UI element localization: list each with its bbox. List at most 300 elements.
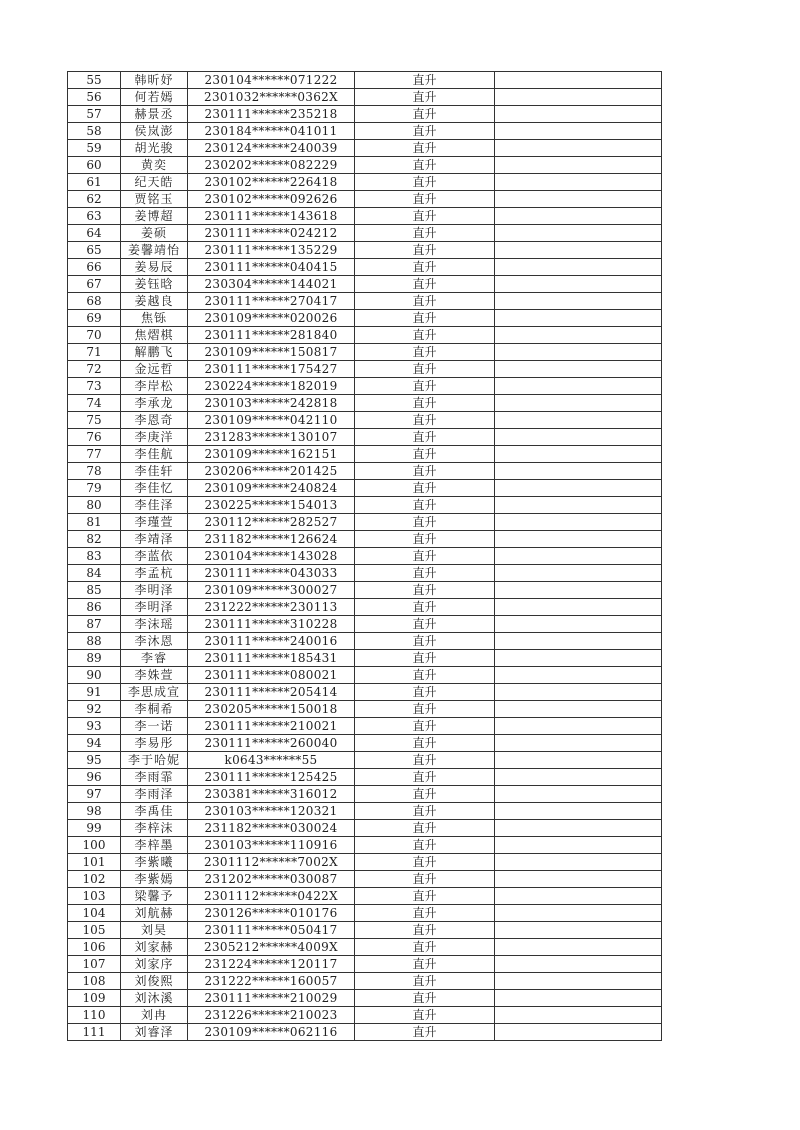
row-number-cell: 110 xyxy=(68,1007,121,1024)
student-name-cell: 侯岚澎 xyxy=(121,123,188,140)
admission-type-cell: 直升 xyxy=(355,973,495,990)
id-number-cell: 230111******050417 xyxy=(188,922,355,939)
admission-type-cell: 直升 xyxy=(355,956,495,973)
id-number-cell: 230111******125425 xyxy=(188,769,355,786)
admission-type-cell: 直升 xyxy=(355,633,495,650)
row-number-cell: 84 xyxy=(68,565,121,582)
row-number-cell: 57 xyxy=(68,106,121,123)
table-row xyxy=(68,939,662,956)
id-number-cell: 230111******040415 xyxy=(188,259,355,276)
id-number-cell: 2305212******4009X xyxy=(188,939,355,956)
student-name-cell: 李紫曦 xyxy=(121,854,188,871)
remarks-cell xyxy=(495,514,662,531)
remarks-cell xyxy=(495,973,662,990)
row-number-cell: 90 xyxy=(68,667,121,684)
remarks-cell xyxy=(495,837,662,854)
id-number-cell: 230109******162151 xyxy=(188,446,355,463)
remarks-cell xyxy=(495,752,662,769)
student-name-cell: 刘家序 xyxy=(121,956,188,973)
remarks-cell xyxy=(495,344,662,361)
remarks-cell xyxy=(495,939,662,956)
admission-type-cell: 直升 xyxy=(355,582,495,599)
remarks-cell xyxy=(495,565,662,582)
admission-type-cell: 直升 xyxy=(355,157,495,174)
admission-type-cell: 直升 xyxy=(355,565,495,582)
student-name-cell: 金远哲 xyxy=(121,361,188,378)
remarks-cell xyxy=(495,412,662,429)
student-name-cell: 刘昊 xyxy=(121,922,188,939)
table-row xyxy=(68,174,662,191)
student-name-cell: 李梓沫 xyxy=(121,820,188,837)
remarks-cell xyxy=(495,888,662,905)
row-number-cell: 74 xyxy=(68,395,121,412)
table-row xyxy=(68,242,662,259)
table-row xyxy=(68,514,662,531)
row-number-cell: 102 xyxy=(68,871,121,888)
id-number-cell: 231283******130107 xyxy=(188,429,355,446)
remarks-cell xyxy=(495,123,662,140)
row-number-cell: 69 xyxy=(68,310,121,327)
student-name-cell: 姜钰晗 xyxy=(121,276,188,293)
remarks-cell xyxy=(495,990,662,1007)
remarks-cell xyxy=(495,327,662,344)
student-name-cell: 解鹏飞 xyxy=(121,344,188,361)
table-row xyxy=(68,259,662,276)
table-row xyxy=(68,650,662,667)
table-row xyxy=(68,208,662,225)
id-number-cell: 230111******175427 xyxy=(188,361,355,378)
student-name-cell: 李恩奇 xyxy=(121,412,188,429)
table-row xyxy=(68,361,662,378)
id-number-cell: 230103******242818 xyxy=(188,395,355,412)
student-name-cell: 李紫嫣 xyxy=(121,871,188,888)
row-number-cell: 92 xyxy=(68,701,121,718)
table-row xyxy=(68,378,662,395)
row-number-cell: 106 xyxy=(68,939,121,956)
student-name-cell: 姜博超 xyxy=(121,208,188,225)
table-row xyxy=(68,888,662,905)
student-name-cell: 贾铭玉 xyxy=(121,191,188,208)
table-row xyxy=(68,871,662,888)
student-name-cell: 李禹佳 xyxy=(121,803,188,820)
remarks-cell xyxy=(495,1024,662,1041)
remarks-cell xyxy=(495,446,662,463)
row-number-cell: 82 xyxy=(68,531,121,548)
remarks-cell xyxy=(495,276,662,293)
id-number-cell: 230111******210021 xyxy=(188,718,355,735)
remarks-cell xyxy=(495,650,662,667)
remarks-cell xyxy=(495,259,662,276)
id-number-cell: 230111******281840 xyxy=(188,327,355,344)
student-name-cell: 姜馨靖怡 xyxy=(121,242,188,259)
admission-type-cell: 直升 xyxy=(355,208,495,225)
id-number-cell: 230102******226418 xyxy=(188,174,355,191)
table-row xyxy=(68,1007,662,1024)
row-number-cell: 89 xyxy=(68,650,121,667)
admission-type-cell: 直升 xyxy=(355,514,495,531)
remarks-cell xyxy=(495,242,662,259)
table-row xyxy=(68,905,662,922)
table-row xyxy=(68,718,662,735)
admission-type-cell: 直升 xyxy=(355,752,495,769)
id-number-cell: 230102******092626 xyxy=(188,191,355,208)
table-row xyxy=(68,803,662,820)
student-name-cell: 刘俊熙 xyxy=(121,973,188,990)
remarks-cell xyxy=(495,225,662,242)
table-row xyxy=(68,667,662,684)
student-name-cell: 纪天皓 xyxy=(121,174,188,191)
admission-type-cell: 直升 xyxy=(355,735,495,752)
id-number-cell: 2301032******0362X xyxy=(188,89,355,106)
student-name-cell: 刘睿泽 xyxy=(121,1024,188,1041)
id-number-cell: 230109******020026 xyxy=(188,310,355,327)
id-number-cell: 230104******071222 xyxy=(188,72,355,89)
remarks-cell xyxy=(495,905,662,922)
admission-type-cell: 直升 xyxy=(355,327,495,344)
remarks-cell xyxy=(495,548,662,565)
student-name-cell: 何若嫣 xyxy=(121,89,188,106)
id-number-cell: 230104******143028 xyxy=(188,548,355,565)
row-number-cell: 56 xyxy=(68,89,121,106)
student-name-cell: 李明泽 xyxy=(121,599,188,616)
student-table xyxy=(67,71,662,1041)
row-number-cell: 94 xyxy=(68,735,121,752)
student-name-cell: 姜易辰 xyxy=(121,259,188,276)
student-name-cell: 李一诺 xyxy=(121,718,188,735)
table-row xyxy=(68,854,662,871)
student-name-cell: 黄奕 xyxy=(121,157,188,174)
admission-type-cell: 直升 xyxy=(355,259,495,276)
table-row xyxy=(68,1024,662,1041)
remarks-cell xyxy=(495,718,662,735)
admission-type-cell: 直升 xyxy=(355,1007,495,1024)
student-name-cell: 姜硕 xyxy=(121,225,188,242)
admission-type-cell: 直升 xyxy=(355,786,495,803)
student-name-cell: 李承龙 xyxy=(121,395,188,412)
student-name-cell: 刘家赫 xyxy=(121,939,188,956)
admission-type-cell: 直升 xyxy=(355,803,495,820)
table-row xyxy=(68,616,662,633)
admission-type-cell: 直升 xyxy=(355,344,495,361)
table-row xyxy=(68,191,662,208)
admission-type-cell: 直升 xyxy=(355,242,495,259)
student-name-cell: 李佳轩 xyxy=(121,463,188,480)
remarks-cell xyxy=(495,786,662,803)
remarks-cell xyxy=(495,429,662,446)
id-number-cell: 230124******240039 xyxy=(188,140,355,157)
row-number-cell: 93 xyxy=(68,718,121,735)
student-name-cell: 焦熠棋 xyxy=(121,327,188,344)
id-number-cell: 230103******110916 xyxy=(188,837,355,854)
id-number-cell: 230111******143618 xyxy=(188,208,355,225)
table-row xyxy=(68,956,662,973)
student-name-cell: 李雨霏 xyxy=(121,769,188,786)
admission-type-cell: 直升 xyxy=(355,89,495,106)
admission-type-cell: 直升 xyxy=(355,650,495,667)
table-row xyxy=(68,684,662,701)
admission-type-cell: 直升 xyxy=(355,820,495,837)
table-row xyxy=(68,497,662,514)
admission-type-cell: 直升 xyxy=(355,701,495,718)
admission-type-cell: 直升 xyxy=(355,395,495,412)
id-number-cell: 230109******240824 xyxy=(188,480,355,497)
admission-type-cell: 直升 xyxy=(355,905,495,922)
student-name-cell: 梁馨予 xyxy=(121,888,188,905)
admission-type-cell: 直升 xyxy=(355,871,495,888)
table-row xyxy=(68,480,662,497)
id-number-cell: 230112******282527 xyxy=(188,514,355,531)
remarks-cell xyxy=(495,106,662,123)
table-row xyxy=(68,395,662,412)
student-name-cell: 李瑾萱 xyxy=(121,514,188,531)
remarks-cell xyxy=(495,735,662,752)
id-number-cell: 231202******030087 xyxy=(188,871,355,888)
student-name-cell: 李孟杭 xyxy=(121,565,188,582)
admission-type-cell: 直升 xyxy=(355,531,495,548)
id-number-cell: 230111******135229 xyxy=(188,242,355,259)
student-name-cell: 李佳航 xyxy=(121,446,188,463)
row-number-cell: 97 xyxy=(68,786,121,803)
remarks-cell xyxy=(495,174,662,191)
remarks-cell xyxy=(495,191,662,208)
table-row xyxy=(68,837,662,854)
remarks-cell xyxy=(495,803,662,820)
admission-type-cell: 直升 xyxy=(355,684,495,701)
id-number-cell: 231182******126624 xyxy=(188,531,355,548)
id-number-cell: 230111******270417 xyxy=(188,293,355,310)
id-number-cell: 230111******240016 xyxy=(188,633,355,650)
remarks-cell xyxy=(495,871,662,888)
student-name-cell: 李佳忆 xyxy=(121,480,188,497)
remarks-cell xyxy=(495,72,662,89)
remarks-cell xyxy=(495,616,662,633)
student-name-cell: 李思成宣 xyxy=(121,684,188,701)
remarks-cell xyxy=(495,293,662,310)
admission-type-cell: 直升 xyxy=(355,276,495,293)
admission-type-cell: 直升 xyxy=(355,599,495,616)
table-row xyxy=(68,973,662,990)
table-row xyxy=(68,327,662,344)
row-number-cell: 64 xyxy=(68,225,121,242)
table-row xyxy=(68,633,662,650)
remarks-cell xyxy=(495,599,662,616)
student-name-cell: 李睿 xyxy=(121,650,188,667)
admission-type-cell: 直升 xyxy=(355,378,495,395)
admission-type-cell: 直升 xyxy=(355,990,495,1007)
id-number-cell: 231222******160057 xyxy=(188,973,355,990)
remarks-cell xyxy=(495,582,662,599)
admission-type-cell: 直升 xyxy=(355,225,495,242)
row-number-cell: 67 xyxy=(68,276,121,293)
row-number-cell: 100 xyxy=(68,837,121,854)
id-number-cell: 230111******235218 xyxy=(188,106,355,123)
id-number-cell: 230126******010176 xyxy=(188,905,355,922)
id-number-cell: 230205******150018 xyxy=(188,701,355,718)
remarks-cell xyxy=(495,157,662,174)
row-number-cell: 59 xyxy=(68,140,121,157)
row-number-cell: 60 xyxy=(68,157,121,174)
student-name-cell: 韩昕妤 xyxy=(121,72,188,89)
admission-type-cell: 直升 xyxy=(355,174,495,191)
admission-type-cell: 直升 xyxy=(355,667,495,684)
remarks-cell xyxy=(495,667,662,684)
table-row xyxy=(68,293,662,310)
table-row xyxy=(68,582,662,599)
row-number-cell: 103 xyxy=(68,888,121,905)
table-row xyxy=(68,735,662,752)
admission-type-cell: 直升 xyxy=(355,480,495,497)
remarks-cell xyxy=(495,1007,662,1024)
table-row xyxy=(68,922,662,939)
id-number-cell: k0643******55 xyxy=(188,752,355,769)
id-number-cell: 2301112******0422X xyxy=(188,888,355,905)
admission-type-cell: 直升 xyxy=(355,718,495,735)
row-number-cell: 108 xyxy=(68,973,121,990)
remarks-cell xyxy=(495,956,662,973)
remarks-cell xyxy=(495,769,662,786)
admission-type-cell: 直升 xyxy=(355,939,495,956)
id-number-cell: 231222******230113 xyxy=(188,599,355,616)
row-number-cell: 83 xyxy=(68,548,121,565)
row-number-cell: 68 xyxy=(68,293,121,310)
table-row xyxy=(68,429,662,446)
student-name-cell: 刘航赫 xyxy=(121,905,188,922)
row-number-cell: 107 xyxy=(68,956,121,973)
id-number-cell: 230206******201425 xyxy=(188,463,355,480)
row-number-cell: 105 xyxy=(68,922,121,939)
remarks-cell xyxy=(495,89,662,106)
id-number-cell: 231224******120117 xyxy=(188,956,355,973)
row-number-cell: 63 xyxy=(68,208,121,225)
admission-type-cell: 直升 xyxy=(355,769,495,786)
admission-type-cell: 直升 xyxy=(355,106,495,123)
student-name-cell: 李易彤 xyxy=(121,735,188,752)
student-name-cell: 姜越良 xyxy=(121,293,188,310)
row-number-cell: 91 xyxy=(68,684,121,701)
row-number-cell: 80 xyxy=(68,497,121,514)
admission-type-cell: 直升 xyxy=(355,463,495,480)
student-name-cell: 李桐希 xyxy=(121,701,188,718)
student-name-cell: 李蓝依 xyxy=(121,548,188,565)
student-name-cell: 胡光骏 xyxy=(121,140,188,157)
row-number-cell: 62 xyxy=(68,191,121,208)
remarks-cell xyxy=(495,361,662,378)
table-row xyxy=(68,72,662,89)
table-row xyxy=(68,106,662,123)
row-number-cell: 70 xyxy=(68,327,121,344)
student-name-cell: 李岸松 xyxy=(121,378,188,395)
id-number-cell: 231182******030024 xyxy=(188,820,355,837)
id-number-cell: 230111******043033 xyxy=(188,565,355,582)
remarks-cell xyxy=(495,854,662,871)
id-number-cell: 2301112******7002X xyxy=(188,854,355,871)
row-number-cell: 98 xyxy=(68,803,121,820)
row-number-cell: 96 xyxy=(68,769,121,786)
row-number-cell: 86 xyxy=(68,599,121,616)
id-number-cell: 230111******210029 xyxy=(188,990,355,1007)
row-number-cell: 79 xyxy=(68,480,121,497)
row-number-cell: 85 xyxy=(68,582,121,599)
id-number-cell: 230103******120321 xyxy=(188,803,355,820)
student-name-cell: 李姝萱 xyxy=(121,667,188,684)
admission-type-cell: 直升 xyxy=(355,888,495,905)
row-number-cell: 65 xyxy=(68,242,121,259)
id-number-cell: 230109******062116 xyxy=(188,1024,355,1041)
row-number-cell: 73 xyxy=(68,378,121,395)
table-row xyxy=(68,990,662,1007)
student-name-cell: 刘沐溪 xyxy=(121,990,188,1007)
admission-type-cell: 直升 xyxy=(355,429,495,446)
student-name-cell: 刘冉 xyxy=(121,1007,188,1024)
table-row xyxy=(68,446,662,463)
remarks-cell xyxy=(495,395,662,412)
id-number-cell: 230111******185431 xyxy=(188,650,355,667)
admission-type-cell: 直升 xyxy=(355,412,495,429)
id-number-cell: 230111******024212 xyxy=(188,225,355,242)
remarks-cell xyxy=(495,463,662,480)
admission-type-cell: 直升 xyxy=(355,446,495,463)
row-number-cell: 61 xyxy=(68,174,121,191)
remarks-cell xyxy=(495,208,662,225)
row-number-cell: 99 xyxy=(68,820,121,837)
table-row xyxy=(68,463,662,480)
student-name-cell: 赫景丞 xyxy=(121,106,188,123)
student-name-cell: 李靖泽 xyxy=(121,531,188,548)
id-number-cell: 230111******260040 xyxy=(188,735,355,752)
id-number-cell: 230224******182019 xyxy=(188,378,355,395)
admission-type-cell: 直升 xyxy=(355,854,495,871)
table-row xyxy=(68,531,662,548)
row-number-cell: 87 xyxy=(68,616,121,633)
student-name-cell: 李沫瑶 xyxy=(121,616,188,633)
remarks-cell xyxy=(495,684,662,701)
admission-type-cell: 直升 xyxy=(355,293,495,310)
id-number-cell: 230202******082229 xyxy=(188,157,355,174)
table-row xyxy=(68,157,662,174)
row-number-cell: 95 xyxy=(68,752,121,769)
student-name-cell: 焦铄 xyxy=(121,310,188,327)
table-row xyxy=(68,140,662,157)
row-number-cell: 66 xyxy=(68,259,121,276)
id-number-cell: 230184******041011 xyxy=(188,123,355,140)
remarks-cell xyxy=(495,701,662,718)
admission-type-cell: 直升 xyxy=(355,1024,495,1041)
student-name-cell: 李明泽 xyxy=(121,582,188,599)
student-name-cell: 李于哈妮 xyxy=(121,752,188,769)
remarks-cell xyxy=(495,140,662,157)
admission-type-cell: 直升 xyxy=(355,497,495,514)
remarks-cell xyxy=(495,820,662,837)
table-row xyxy=(68,752,662,769)
table-row xyxy=(68,548,662,565)
remarks-cell xyxy=(495,531,662,548)
remarks-cell xyxy=(495,922,662,939)
row-number-cell: 58 xyxy=(68,123,121,140)
remarks-cell xyxy=(495,310,662,327)
row-number-cell: 88 xyxy=(68,633,121,650)
remarks-cell xyxy=(495,497,662,514)
id-number-cell: 230111******080021 xyxy=(188,667,355,684)
admission-type-cell: 直升 xyxy=(355,123,495,140)
admission-type-cell: 直升 xyxy=(355,191,495,208)
remarks-cell xyxy=(495,480,662,497)
table-row xyxy=(68,89,662,106)
student-name-cell: 李沐恩 xyxy=(121,633,188,650)
table-row xyxy=(68,225,662,242)
remarks-cell xyxy=(495,378,662,395)
row-number-cell: 77 xyxy=(68,446,121,463)
row-number-cell: 81 xyxy=(68,514,121,531)
